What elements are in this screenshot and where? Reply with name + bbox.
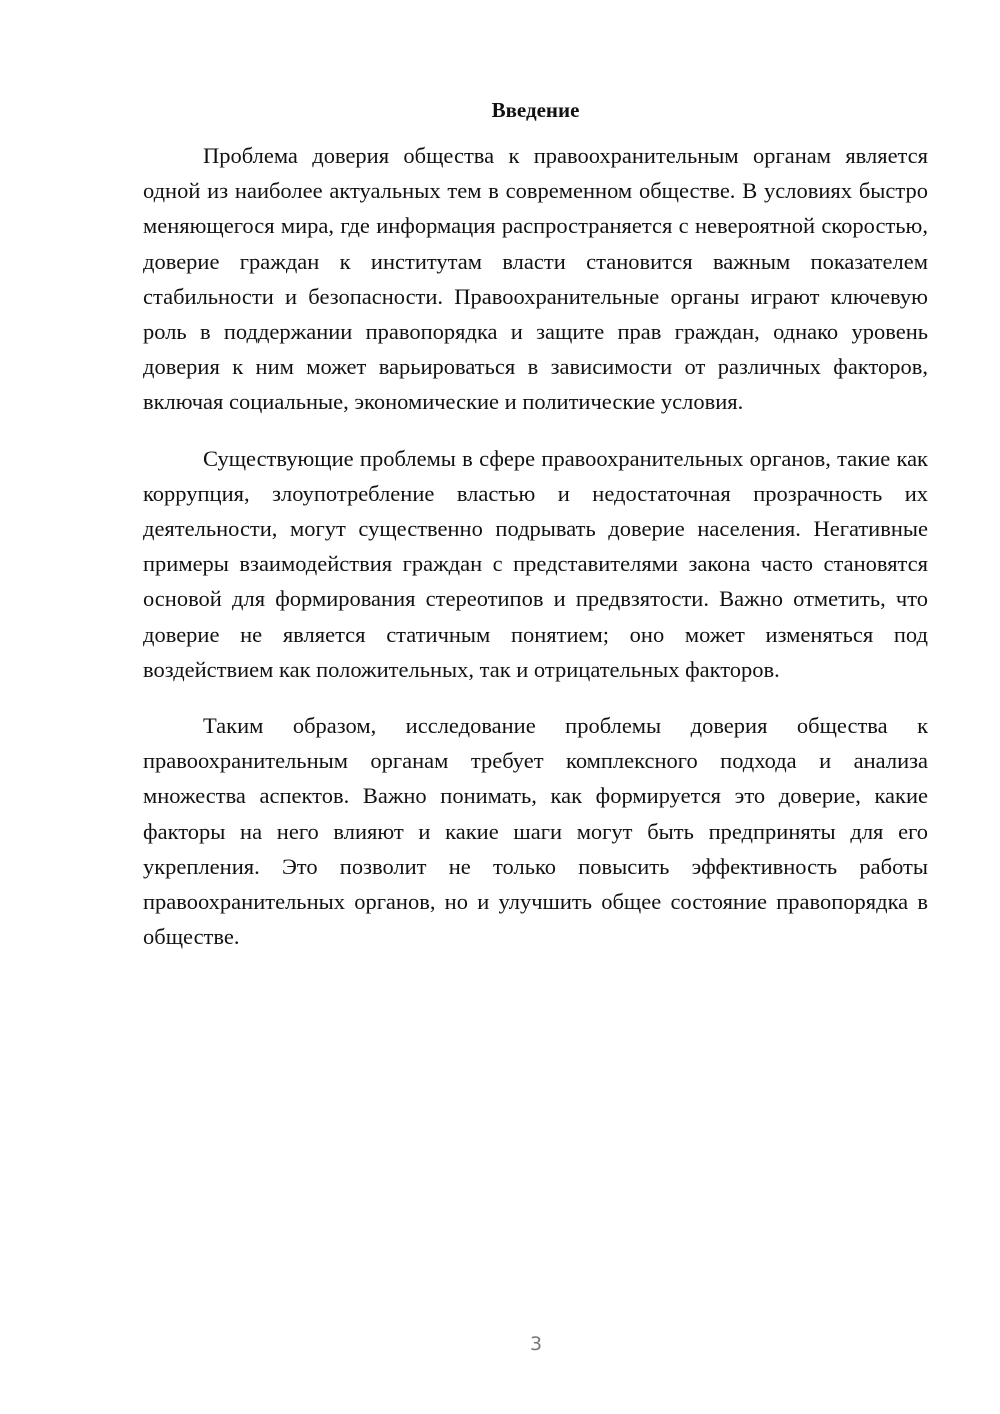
section-heading: Введение bbox=[491, 98, 580, 122]
document-page bbox=[143, 94, 928, 975]
paragraph-3: Таким образом, исследование проблемы доверия общества к правоохранительным органам требует комплексного подхода и анализа множества аспектов. Важно понимать, как формируется это доверие, какие факторы на него влияют и какие шаги могут быть предприняты для его укрепления. Это позволит не только повысить эффективность работы правоохранительных органов, но и улучшить общее состояние правопорядка в обществе. bbox=[143, 713, 928, 950]
paragraph-2: Существующие проблемы в сфере правоохранительных органов, такие как коррупция, злоупотребление властью и недостаточная прозрачность их деятельности, могут существенно подрывать доверие населения. Негативные примеры взаимодействия граждан с представителями закона часто становятся основой для формирования стереотипов и предвзятости. Важно отметить, что доверие не является статичным понятием; оно может изменяться под воздействием как положительных, так и отрицательных факторов. bbox=[143, 445, 928, 682]
paragraph-1: Проблема доверия общества к правоохранительным органам является одной из наиболее актуальных тем в современном обществе. В условиях быстро меняющегося мира, где информация распространяется с невероятной скоростью, доверие граждан к институтам власти становится важным показателем стабильности и безопасности. Правоохранительные органы играют ключевую роль в поддержании правопорядка и защите прав граждан, однако уровень доверия к ним может варьироваться в зависимости от различных факторов, включая социальные, экономические и политические условия. bbox=[143, 143, 928, 415]
page-number: 3 bbox=[529, 1333, 543, 1355]
